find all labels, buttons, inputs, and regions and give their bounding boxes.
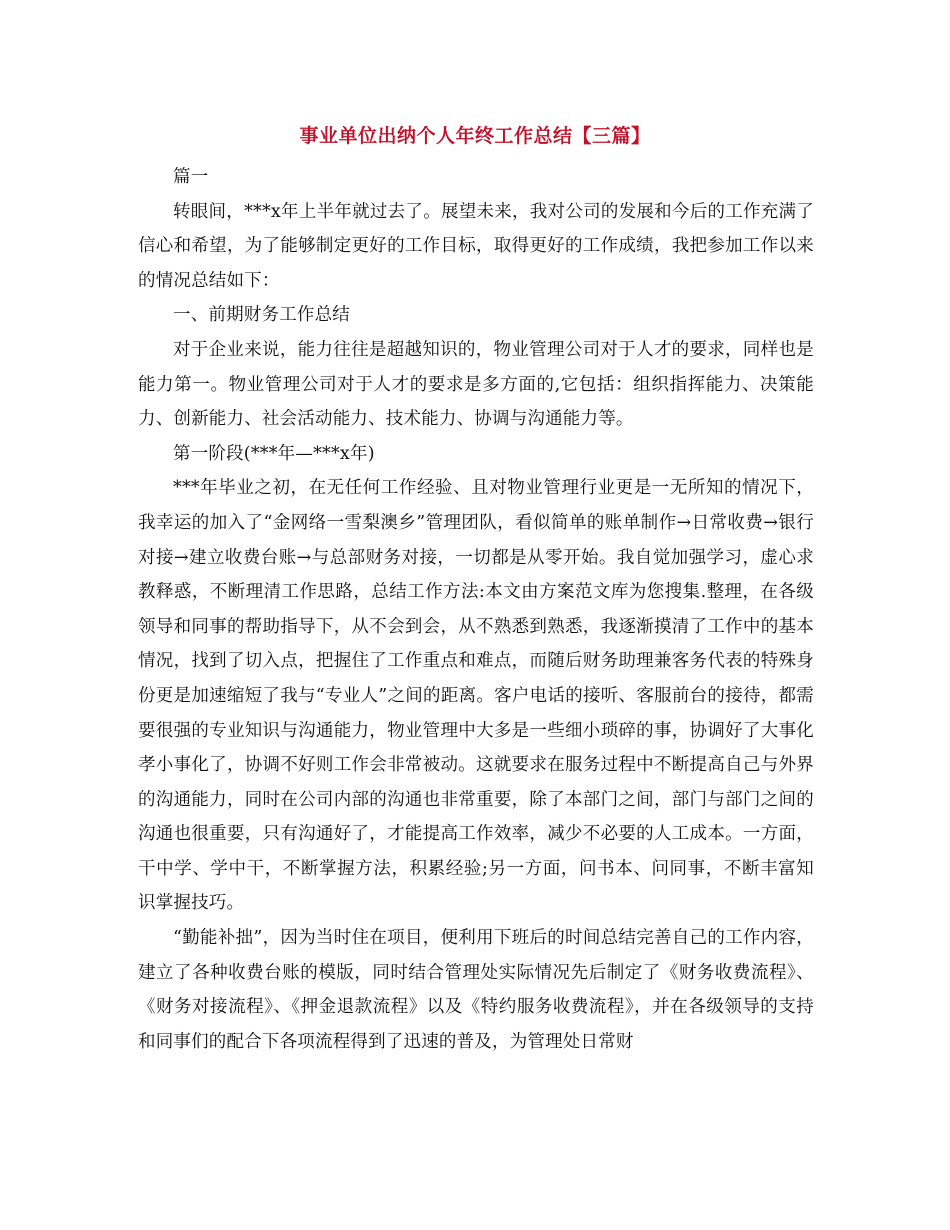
document-title: 事业单位出纳个人年终工作总结【三篇】 bbox=[299, 125, 651, 147]
intro-paragraph: 转眼间，***x年上半年就过去了。展望未来，我对公司的发展和今后的工作充满了信心和希望，为了能够制定更好的工作目标，取得更好的工作成绩，我把参加工作以来的情况总结如下： bbox=[138, 201, 814, 291]
document-body bbox=[138, 160, 814, 1059]
stage-heading: 第一阶段(***年—***x年) bbox=[173, 443, 375, 464]
diligence-paragraph: “勤能补拙”，因为当时住在项目，便利用下班后的时间总结完善自己的工作内容，建立了各种收费台账的模版，同时结合管理处实际情况先后制定了《财务收费流程》、《财务对接流程》、《押金退款流程》以及《特约服务收费流程》，并在各级领导的支持和同事们的配合下各项流程得到了迅速的普及，为管理处日常财 bbox=[138, 928, 815, 1052]
ability-paragraph: 对于企业来说，能力往往是超越知识的，物业管理公司对于人才的要求，同样也是能力第一。物业管理公司对于人才的要求是多方面的,它包括：组织指挥能力、决策能力、创新能力、社会活动能力、技术能力、协调与沟通能力等。 bbox=[138, 339, 814, 430]
section-heading-finance-summary: 一、前期财务工作总结 bbox=[173, 305, 350, 326]
section-heading-part-one: 篇一 bbox=[173, 167, 209, 187]
stage-one-paragraph: ***年毕业之初，在无任何工作经验、且对物业管理行业更是一无所知的情况下，我幸运的加入了“金网络一雪梨澳乡”管理团队，看似简单的账单制作→日常收费→银行对接→建立收费台账→与总部财务对接，一切都是从零开始。我自觉加强学习，虚心求教释惑，不断理清工作思路，总结工作方法:本文由方案范文库为您搜集.整理，在各级领导和同事的帮助指导下，从不会到会，从不熟悉到熟悉，我逐渐摸清了工作中的基本情况，找到了切入点，把握住了工作重点和难点，而随后财务助理兼客务代表的特殊身份更是加速缩短了我与“专业人”之间的距离。客户电话的接听、客服前台的接待，都需要很强的专业知识与沟通能力，物业管理中大多是一些细小琐碎的事，协调好了大事化孝小事化了，协调不好则工作会非常被动。这就要求在服务过程中不断提高自己与外界的沟通能力，同时在公司内部的沟通也非常重要，除了本部门之间，部门与部门之间的沟通也很重要，只有沟通好了，才能提高工作效率，减少不必要的人工成本。一方面，干中学、学中干，不断掌握方法，积累经验;另一方面，问书本、问同事，不断丰富知识掌握技巧。 bbox=[138, 478, 814, 914]
